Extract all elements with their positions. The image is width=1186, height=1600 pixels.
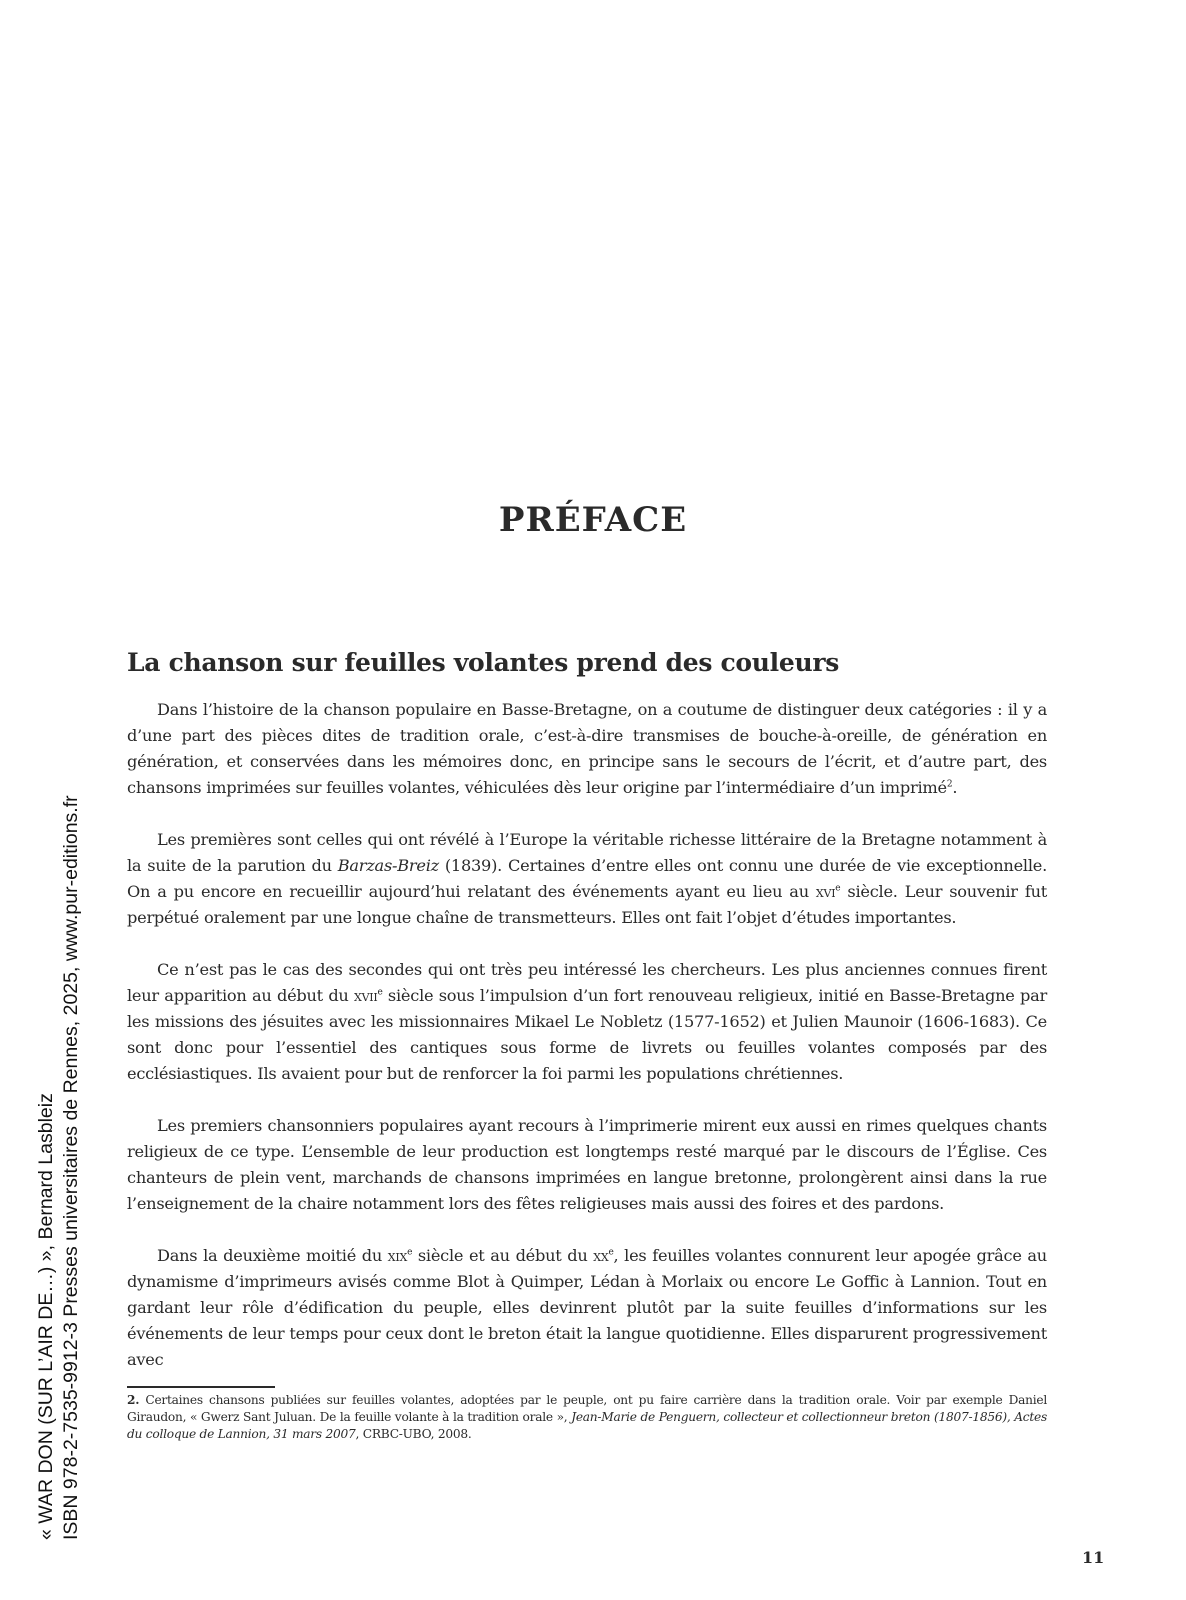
paragraph-4-text: Les premiers chansonniers populaires ayant recours à l’imprimerie mirent eux aussi en rimes quelques chants religieux de ce type. L’ensemble de leur production est longtemps resté marqué par le discours de l’Église. Ces chanteurs de plein vent, marchands de chansons imprimées en langue bretonne, prolongèrent ainsi dans la rue l’enseignement de la chaire notamment lors des fêtes religieuses mais aussi des foires et des pardons. <box>127 1116 1047 1213</box>
body-text <box>127 697 1047 1399</box>
century-suffix: e <box>407 1247 413 1258</box>
page-title: PRÉFACE <box>498 500 688 540</box>
paragraph-2-text-c: siècle. Leur souvenir fut perpétué oralement par une longue chaîne de transmetteurs. Elles ont fait l’objet d’études importantes. <box>127 882 1048 927</box>
century-suffix: e <box>835 883 841 894</box>
copyright-sidebar <box>34 720 84 1540</box>
sidebar-line-isbn: ISBN 978-2-7535-9912-3 Presses universitaires de Rennes, 2025, www.pur-editions.fr <box>60 795 82 1540</box>
section-heading: La chanson sur feuilles volantes prend des couleurs <box>127 648 840 677</box>
century-suffix: e <box>608 1247 614 1258</box>
footnote-number: 2. <box>127 1393 140 1407</box>
paragraph-1-text: Dans l’histoire de la chanson populaire en Basse-Bretagne, on a coutume de distinguer deux catégories : il y a d’une part des pièces dites de tradition orale, c’est-à-dire transmises de bouche-à-oreille, de génération en génération, et conservées dans les mémoires donc, en principe sans le secours de l’écrit, et d’autre part, des chansons imprimées sur feuilles volantes, véhiculées dès leur origine par l’intermédiaire d’un imprimé <box>127 700 1047 797</box>
paragraph-2-text-b: (1839). Certaines d’entre elles ont connu une durée de vie exceptionnelle. On a pu encore en recueillir aujourd’hui relatant des événements ayant eu lieu au <box>127 856 1047 901</box>
footnote-text-a: Certaines chansons publiées sur feuilles volantes, adoptées par le peuple, ont pu faire carrière dans la tradition orale. Voir par exemple Daniel Giraudon, « Gwerz Sant Juluan. De la feuille volante à la tradition orale », <box>127 1393 1047 1424</box>
footnote-divider <box>127 1386 275 1388</box>
paragraph-1-end: . <box>952 778 958 797</box>
paragraph-2 <box>127 827 1047 931</box>
paragraph-5 <box>127 1243 1047 1373</box>
sidebar-line-title-author: « WAR DON (SUR L’AIR DE…) », Bernard Lasbleiz <box>35 1093 57 1540</box>
footnote-text-b: , CRBC-UBO, 2008. <box>355 1427 472 1441</box>
paragraph-3-text-a: Ce n’est pas le cas des secondes qui ont très peu intéressé les chercheurs. Les plus anciennes connues firent leur apparition au début du <box>127 960 1047 1005</box>
page-number: 11 <box>1082 1548 1105 1567</box>
paragraph-4 <box>127 1113 1047 1217</box>
paragraph-3-text-b: siècle sous l’impulsion d’un fort renouveau religieux, initié en Basse-Bretagne par les missions des jésuites avec les missionnaires Mikael Le Nobletz (1577-1652) et Julien Maunoir (1606-1683). Ce sont donc pour l’essentiel des cantiques sous forme de livrets ou feuilles volantes composés par des ecclésiastiques. Ils avaient pour but de renforcer la foi parmi les populations chrétiennes. <box>127 986 1047 1083</box>
paragraph-5-text-b: siècle et au début du <box>412 1246 594 1265</box>
century-suffix: e <box>377 987 383 998</box>
footnote-italic-title: Jean-Marie de Penguern, collecteur et collectionneur breton (1807-1856), Actes du colloque de Lannion, 31 mars 2007 <box>127 1410 1047 1441</box>
century-numeral: xx <box>593 1246 609 1265</box>
paragraph-3 <box>127 957 1047 1087</box>
paragraph-1 <box>127 697 1047 801</box>
paragraph-5-text-c: , les feuilles volantes connurent leur apogée grâce au dynamisme d’imprimeurs avisés comme Blot à Quimper, Lédan à Morlaix ou encore Le Goffic à Lannion. Tout en gardant leur rôle d’édification du peuple, elles devinrent plutôt par la suite feuilles d’informations sur les événements de leur temps pour ceux dont le breton était la langue quotidienne. Elles disparurent progressivement avec <box>127 1246 1047 1369</box>
book-title-italic: Barzas-Breiz <box>337 856 439 875</box>
century-numeral: xvi <box>815 882 836 901</box>
footnote-2 <box>127 1392 1047 1443</box>
footnote-ref[interactable]: 2 <box>946 779 953 790</box>
century-numeral: xvii <box>354 986 378 1005</box>
paragraph-2-text-a: Les premières sont celles qui ont révélé à l’Europe la véritable richesse littéraire de la Bretagne notamment à la suite de la parution du <box>127 830 1047 875</box>
paragraph-5-text-a: Dans la deuxième moitié du <box>157 1246 388 1265</box>
century-numeral: xix <box>387 1246 408 1265</box>
